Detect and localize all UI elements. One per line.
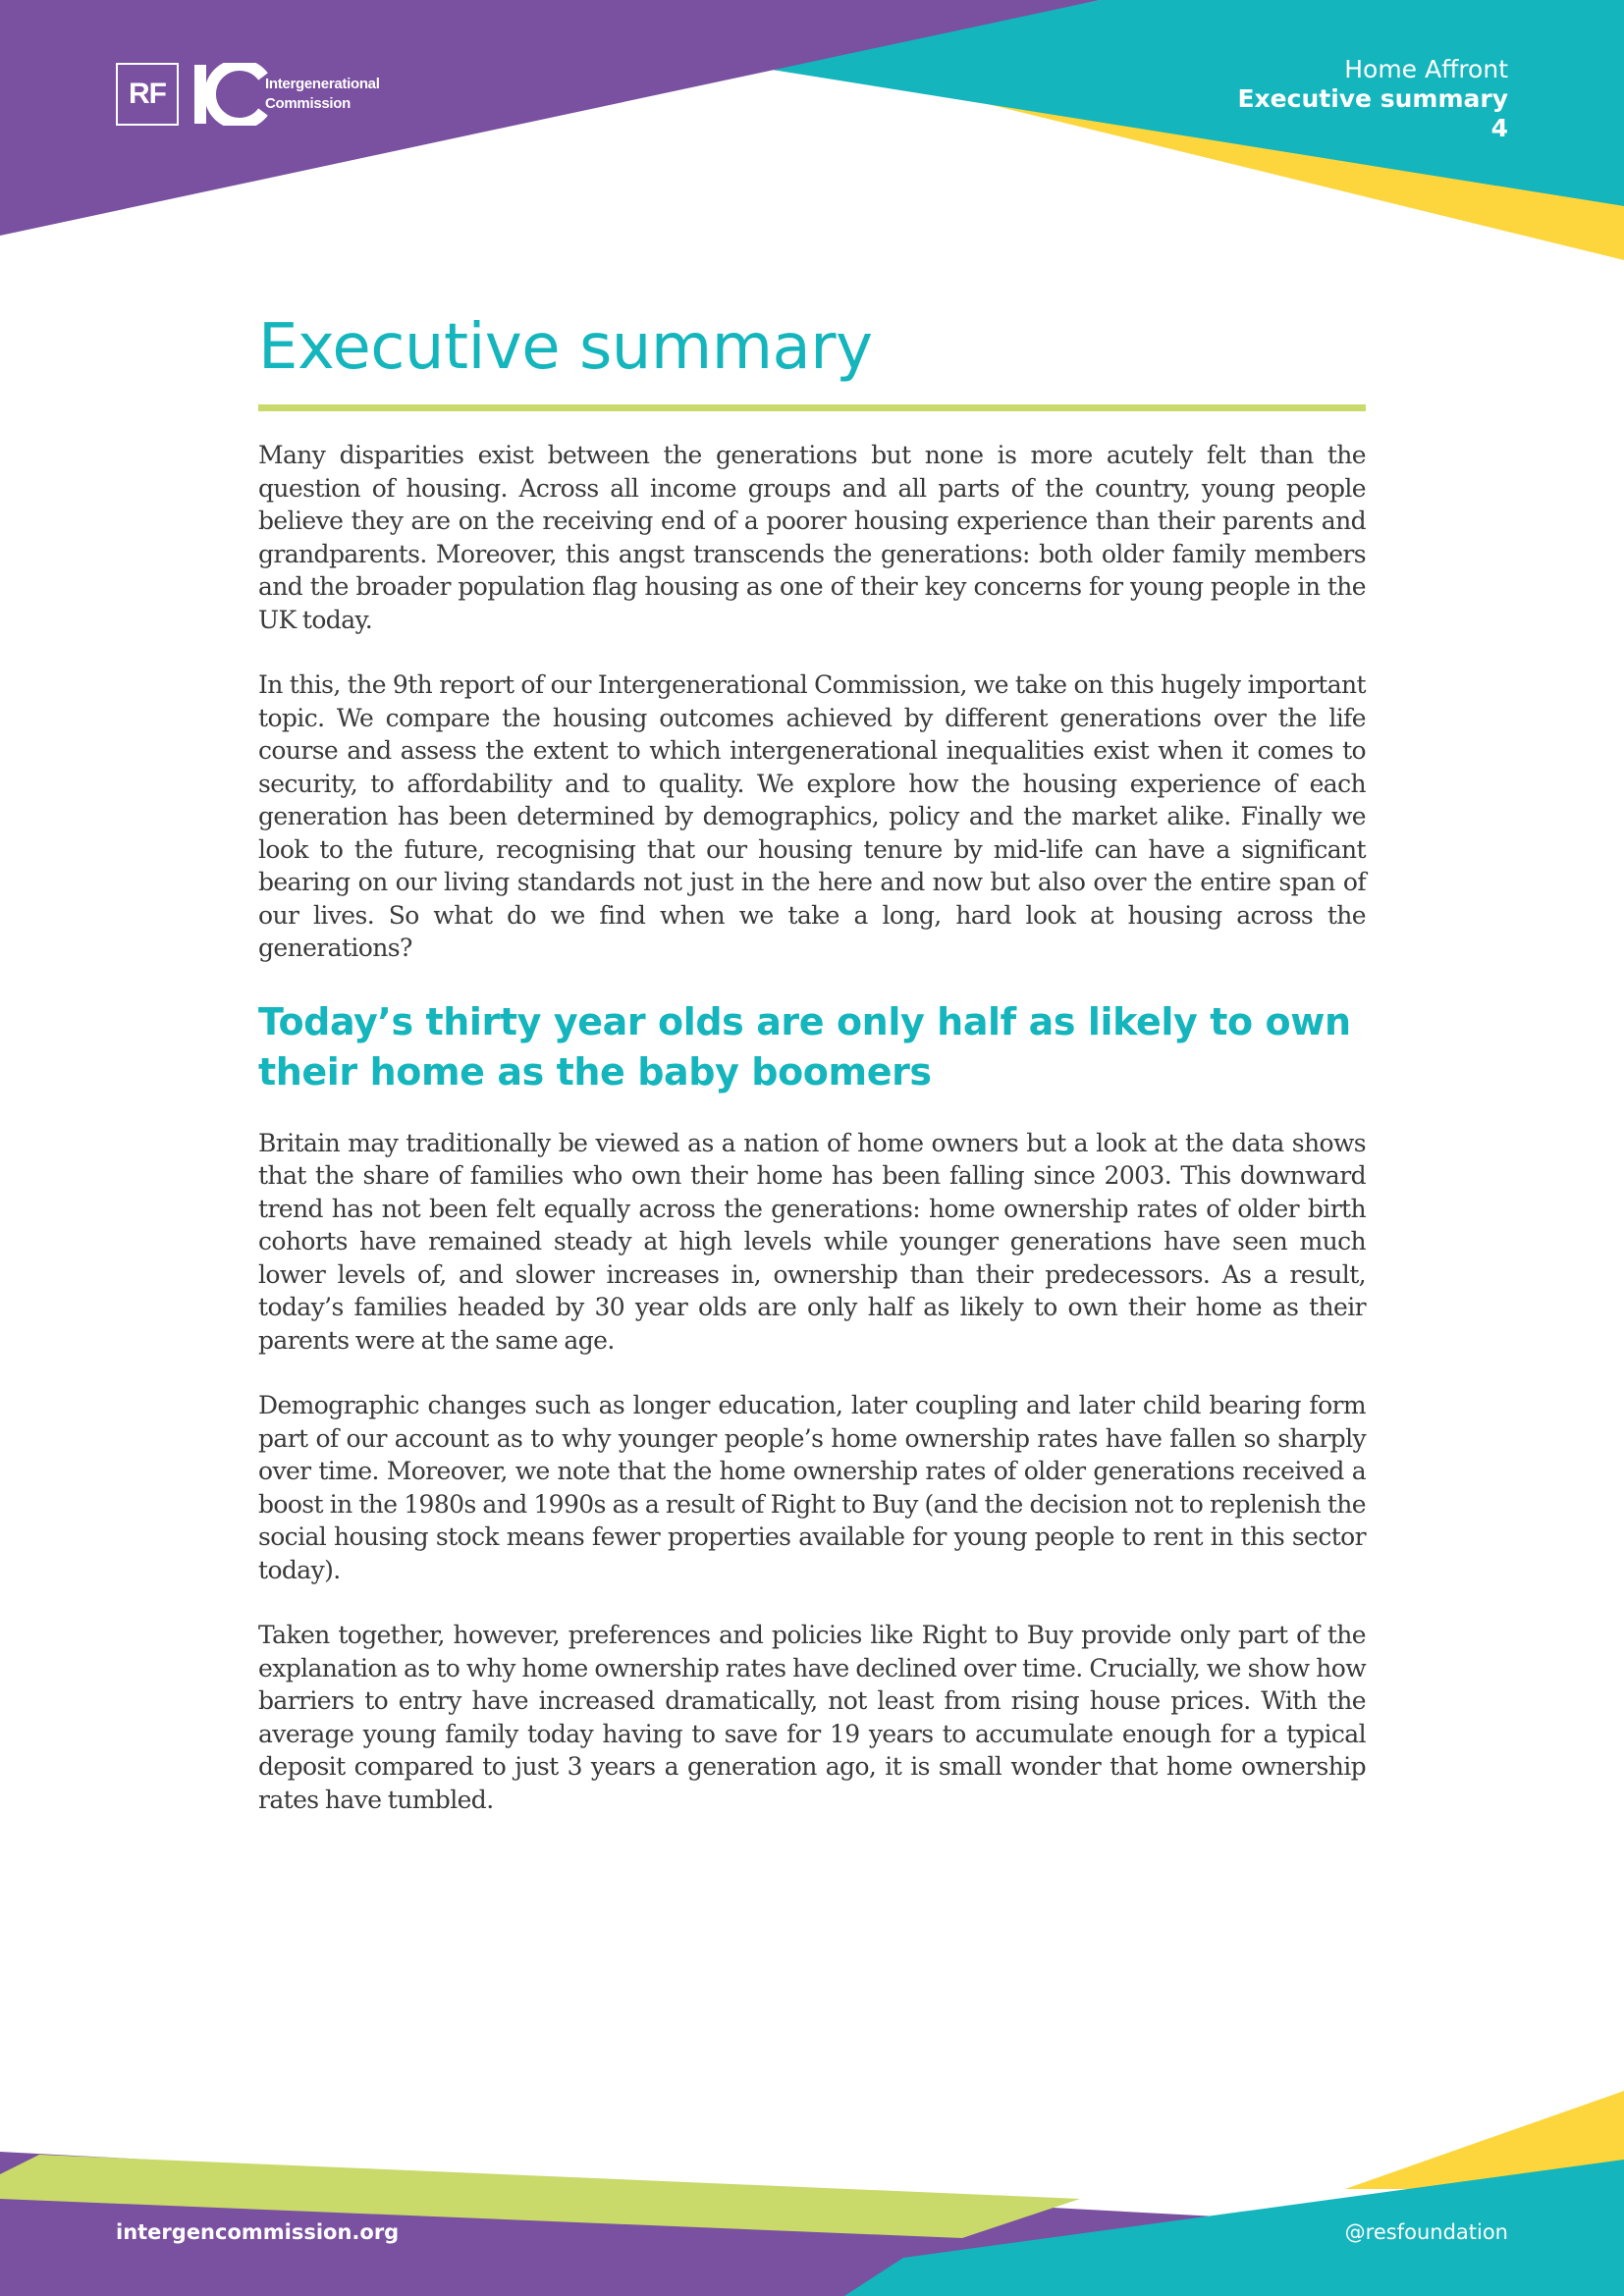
footer-banner bbox=[0, 2091, 1624, 2296]
running-header bbox=[1237, 55, 1508, 143]
paragraph: Demographic changes such as longer education, later coupling and later child bearing form part of our account as to why younger people’s home ownership rates have fallen so sharply over time. Moreover, we note that the home ownership rates of older generations received a boost in the 1980s and 1990s as a result of Right to Buy (and the decision not to replenish the social housing stock means fewer properties available for young people to rent in this sector today). bbox=[258, 1391, 1366, 1584]
paragraph: In this, the 9th report of our Intergenerational Commission, we take on this hugely important topic. We compare the housing outcomes achieved by different generations over the life course and assess the extent to which intergenerational inequalities exist when it comes to security, to affordability and to quality. We explore how the housing experience of each generation has been determined by demographics, policy and the market alike. Finally we look to the future, recognising that our housing tenure by mid-life can have a significant bearing on our living standards not just in the here and now but also over the entire span of our lives. So what do we find when we take a long, hard look at housing across the generations? bbox=[258, 670, 1366, 962]
title-rule bbox=[258, 404, 1366, 411]
commission-name bbox=[265, 75, 380, 114]
section-label: Executive summary bbox=[1237, 84, 1508, 113]
section-heading: Today’s thirty year olds are only half as likely to own their home as the baby boomers bbox=[258, 999, 1351, 1094]
rf-logo: RF bbox=[116, 63, 179, 126]
paragraph: Taken together, however, preferences and policies like Right to Buy provide only part of the explanation as to why home ownership rates have declined over time. Crucially, we show how barriers to entry have increased dramatically, not least from rising house prices. With the average young family today having to save for 19 years to accumulate enough for a typical deposit compared to just 3 years a generation ago, it is small wonder that home ownership rates have tumbled. bbox=[258, 1621, 1366, 1814]
report-title: Home Affront bbox=[1344, 55, 1508, 83]
page-title: Executive summary bbox=[258, 311, 873, 384]
twitter-handle-link[interactable]: @resfoundation bbox=[1344, 2220, 1508, 2244]
page-number: 4 bbox=[1490, 114, 1508, 142]
main-content bbox=[258, 308, 1366, 1848]
paragraph: Britain may traditionally be viewed as a nation of home owners but a look at the data shows that the share of families who own their home has been falling since 2003. This downward trend has not been felt equally across the generations: home ownership rates of older birth cohorts have remained steady at high levels while younger generations have seen much lower levels of, and slower increases in, ownership than their predecessors. As a result, today’s families headed by 30 year olds are only half as likely to own their home as their parents were at the same age. bbox=[258, 1128, 1366, 1355]
commission-line-2: Commission bbox=[265, 95, 352, 112]
paragraph: Many disparities exist between the generations but none is more acutely felt than the question of housing. Across all income groups and all parts of the country, young people believe they are on the receiving end of a poorer housing experience than their parents and grandparents. Moreover, this angst transcends the generations: both older family members and the broader population flag housing as one of their key concerns for young people in the UK today. bbox=[258, 441, 1366, 634]
commission-line-1: Intergenerational bbox=[265, 76, 380, 92]
website-link[interactable]: intergencommission.org bbox=[116, 2220, 400, 2244]
